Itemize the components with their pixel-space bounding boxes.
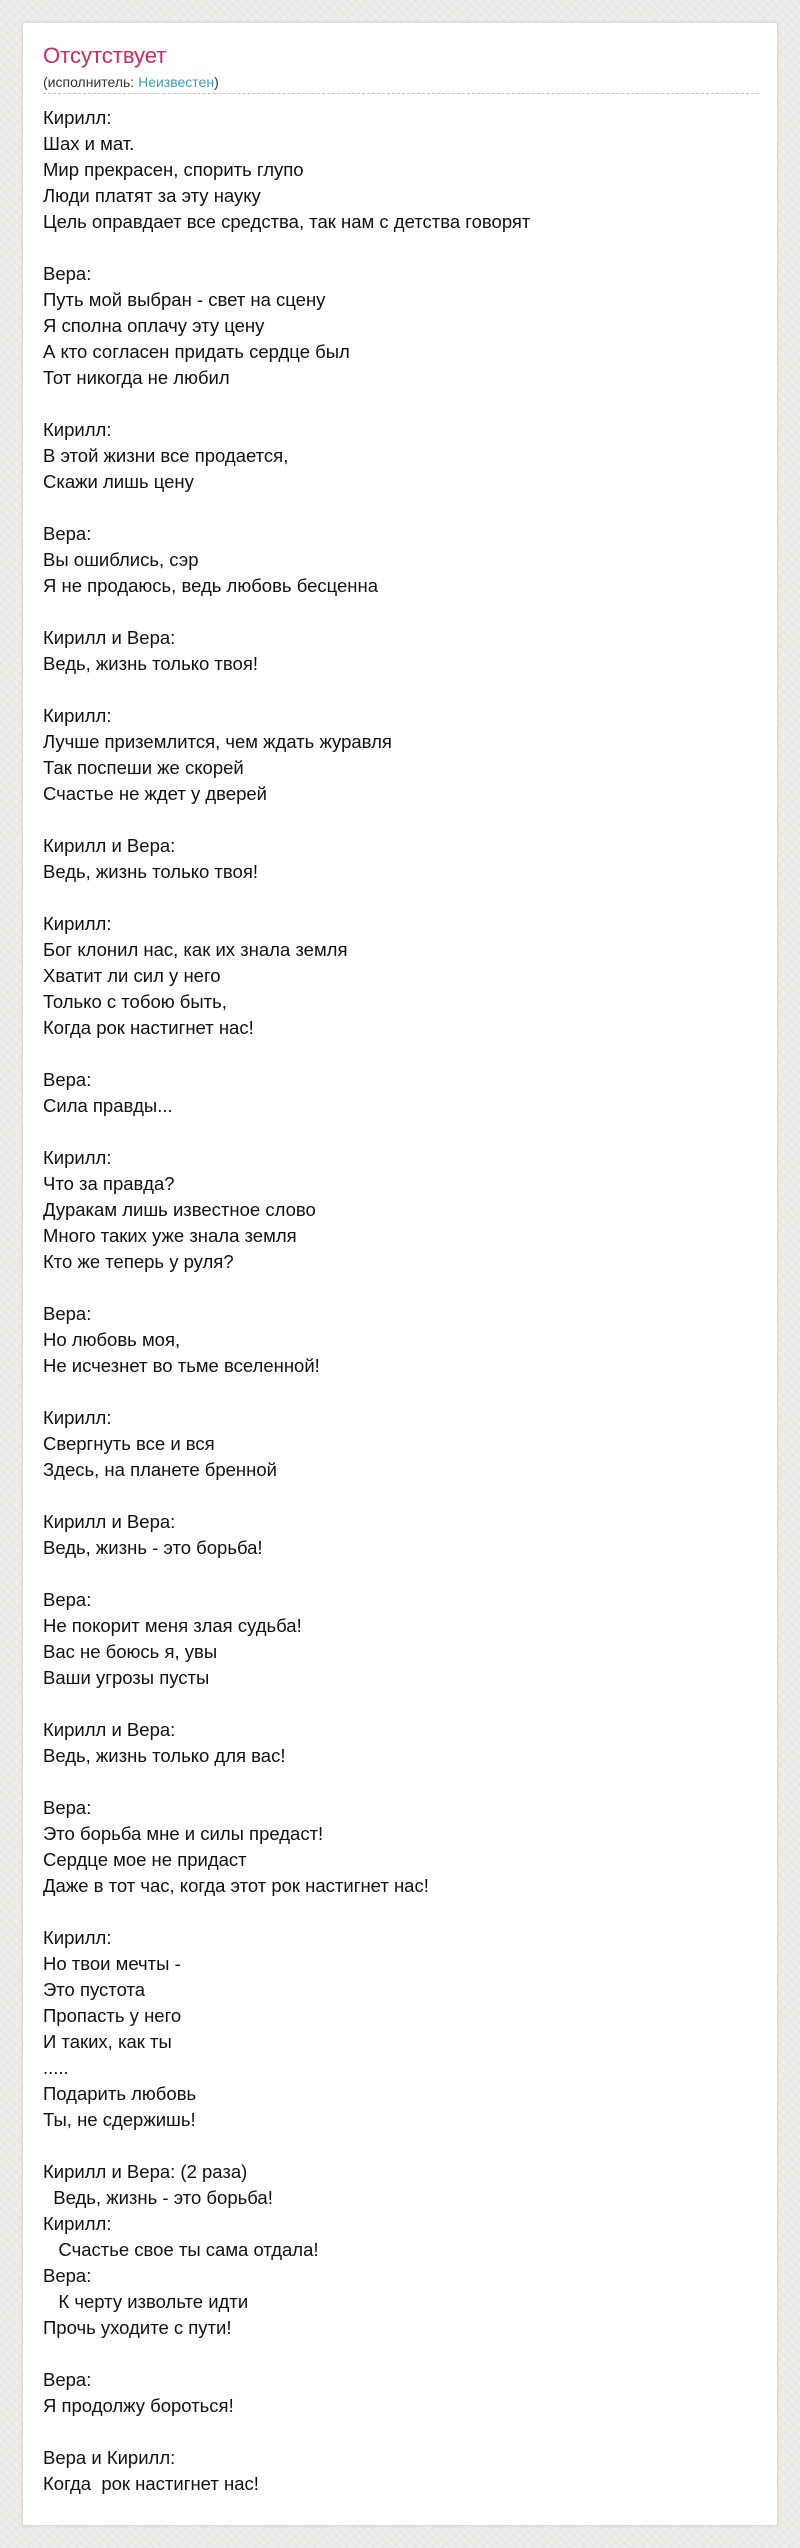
lyrics-card: [22, 22, 778, 2526]
lyrics-text: Кирилл: Шах и мат. Мир прекрасен, спорить глупо Люди платят за эту науку Цель оправдает все средства, так нам с детства говорят Вера: Путь мой выбран - свет на сцену Я сполна оплачу эту цену А кто согласен придать сердце был Тот никогда не любил Кирилл: В этой жизни все продается, Скажи лишь цену Вера: Вы ошиблись, сэр Я не продаюсь, ведь любовь бесценна Кирилл и Вера: Ведь, жизнь только твоя! Кирилл: Лучше приземлится, чем ждать журавля Так поспеши же скорей Счастье не ждет у дверей Кирилл и Вера: Ведь, жизнь только твоя! Кирилл: Бог клонил нас, как их знала земля Хватит ли сил у него Только с тобою быть, Когда рок настигнет нас! Вера: Сила правды... Кирилл: Что за правда? Дуракам лишь известное слово Много таких уже знала земля Кто же теперь у руля? Вера: Но любовь моя, Не исчезнет во тьме вселенной! Кирилл: Свергнуть все и вся Здесь, на планете бренной Кирилл и Вера: Ведь, жизнь - это борьба! Вера: Не покорит меня злая судьба! Вас не боюсь я, увы Ваши угрозы пусты Кирилл и Вера: Ведь, жизнь только для вас! Вера: Это борьба мне и силы предаст! Сердце мое не придаст Даже в тот час, когда этот рок настигнет нас! Кирилл: Но твои мечты - Это пустота Пропасть у него И таких, как ты ..... Подарить любовь Ты, не сдержишь! Кирилл и Вера: (2 раза) Ведь, жизнь - это борьба! Кирилл: Счастье свое ты сама отдала! Вера: К черту извольте идти Прочь уходите с пути! Вера: Я продолжу бороться! Вера и Кирилл: Когда рок настигнет нас!: [43, 107, 531, 2494]
artist-suffix: ): [214, 74, 219, 90]
artist-line: [43, 73, 759, 94]
artist-prefix: (исполнитель:: [43, 74, 139, 90]
artist-link[interactable]: Неизвестен: [138, 74, 215, 90]
song-title: Отсутствует: [43, 43, 167, 68]
